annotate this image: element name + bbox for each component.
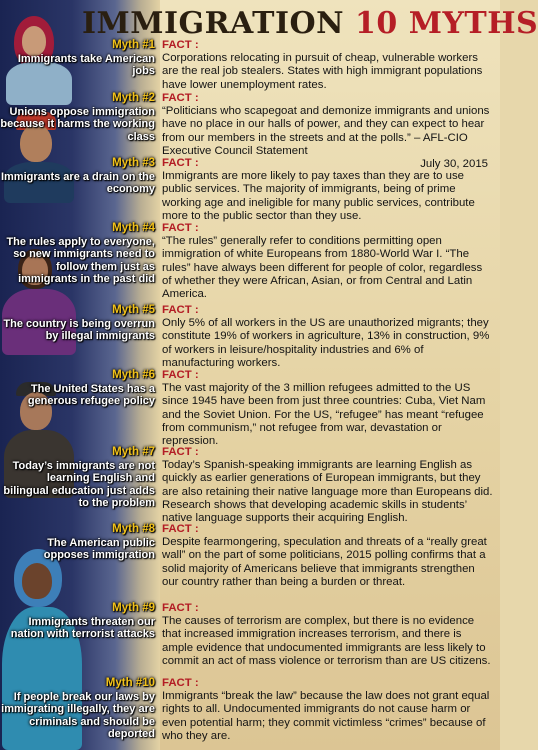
title-accent: 10 MYTHS — [355, 6, 538, 41]
fact-7 — [162, 446, 494, 525]
fact-10-label: FACT : — [162, 677, 199, 689]
myth-7-label — [0, 446, 155, 510]
poster-title — [82, 6, 538, 41]
myth-4-label — [0, 222, 155, 286]
myth-10-claim: If people break our laws by immigrating illegally, they are criminals and should be deported — [1, 690, 155, 741]
fact-8-text: Despite fearmongering, speculation and threats of a “really great wall” on the part of some politicians, 2015 polling confirms that a solid majority of Americans believe that immigrants strengthen our country rather than being a burden or threat. — [162, 536, 487, 588]
myth-10-number: Myth #10 — [105, 677, 155, 689]
myth-8-number: Myth #8 — [112, 523, 155, 535]
fact-7-text: Today’s Spanish-speaking immigrants are learning English as quickly as earlier generations of European immigrants, but they are also retaining their native language more than Europeans did. Research shows that developing academic skills in students’ native language supports their acquiring English. — [162, 459, 493, 525]
myth-5-claim: The country is being overrun by illegal immigrants — [3, 317, 155, 343]
fact-2-label: FACT : — [162, 92, 199, 104]
myth-8-claim: The American public opposes immigration — [43, 536, 155, 562]
myth-2-label — [0, 92, 155, 143]
fact-10 — [162, 677, 494, 743]
fact-6 — [162, 369, 494, 448]
myth-3-claim: Immigrants are a drain on the economy — [0, 170, 155, 196]
fact-7-label: FACT : — [162, 446, 199, 458]
myth-7-claim: Today’s immigrants are not learning English and bilingual education just adds to the problem — [3, 459, 155, 510]
fact-9 — [162, 602, 494, 668]
myth-9-number: Myth #9 — [112, 602, 155, 614]
myth-5-number: Myth #5 — [112, 304, 155, 316]
fact-2-text: “Politicians who scapegoat and demonize immigrants and unions have no place in our halls of power, and they can expect to hear from our members in the streets and at the polls.” – AFL-CIO Executive Council Statement — [162, 105, 490, 157]
fact-6-text: The vast majority of the 3 million refugees admitted to the US since 1945 have been from just three countries: Cuba, Viet Nam and the Soviet Union. For the US, “refugee” has meant “refugee from communism,” not refugee from war, devastation or repression. — [162, 382, 486, 448]
fact-9-label: FACT : — [162, 602, 199, 614]
fact-5-label: FACT : — [162, 304, 199, 316]
fact-1 — [162, 39, 494, 92]
myth-1-label — [0, 39, 155, 78]
myth-2-number: Myth #2 — [112, 92, 155, 104]
fact-5 — [162, 304, 494, 370]
myth-6-number: Myth #6 — [112, 369, 155, 381]
fact-3 — [162, 157, 494, 223]
myth-5-label — [0, 304, 155, 343]
myth-3-label — [0, 157, 155, 196]
fact-1-label: FACT : — [162, 39, 199, 51]
fact-9-text: The causes of terrorism are complex, but there is no evidence that increased immigration increases terrorism, and there is ample evidence that undocumented immigrants are less likely to commit an act of mass violence or terrorism than are US citizens. — [162, 615, 491, 667]
fact-3-text: Immigrants are more likely to pay taxes than they are to use public services. The majority of immigrants, being of prime working age and ineligible for many public services, contribute more to the public sector than they use. — [162, 170, 475, 222]
myth-8-label — [0, 523, 155, 562]
myth-10-label — [0, 677, 155, 741]
fact-8 — [162, 523, 494, 589]
myth-9-claim: Immigrants threaten our nation with terrorist attacks — [10, 615, 155, 641]
fact-4-label: FACT : — [162, 222, 199, 234]
fact-4-text: “The rules” generally refer to conditions permitting open immigration of white Europeans from 1880-World War I. “The rules” have always been different for people of color, regardless of whether they were African, Asian, or from Central and Latin America. — [162, 235, 483, 301]
fact-8-label: FACT : — [162, 523, 199, 535]
fact-1-text: Corporations relocating in pursuit of cheap, vulnerable workers are the real job stealers. States with high immigrant populations have lower unemployment rates. — [162, 52, 483, 91]
fact-3-label: FACT : — [162, 157, 199, 169]
fact-6-label: FACT : — [162, 369, 199, 381]
fact-5-text: Only 5% of all workers in the US are unauthorized migrants; they constitute 19% of workers in agriculture, 13% in construction, 9% of workers in leisure/hospitality industries and 6% of manufacturing workers. — [162, 317, 490, 369]
myth-1-number: Myth #1 — [112, 39, 155, 51]
myth-1-claim: Immigrants take American jobs — [17, 52, 155, 78]
myth-7-number: Myth #7 — [112, 446, 155, 458]
fact-4 — [162, 222, 494, 301]
myth-4-number: Myth #4 — [112, 222, 155, 234]
fact-10-text: Immigrants “break the law” because the law does not grant equal rights to all. Undocumented immigrants do not cause harm or even potential harm; they commit victimless “crimes” because of who they are. — [162, 690, 490, 742]
myth-2-claim: Unions oppose immigration because it harms the working class — [0, 105, 155, 143]
myth-3-number: Myth #3 — [112, 157, 155, 169]
myth-9-label — [0, 602, 155, 641]
myth-6-label — [0, 369, 155, 408]
title-main: IMMIGRATION — [82, 6, 345, 41]
fact-2-date: July 30, 2015 — [420, 158, 488, 171]
myth-6-claim: The United States has a generous refugee policy — [27, 382, 155, 408]
myth-4-claim: The rules apply to everyone, so new immigrants need to follow them just as immigrants in the past did — [6, 235, 155, 286]
